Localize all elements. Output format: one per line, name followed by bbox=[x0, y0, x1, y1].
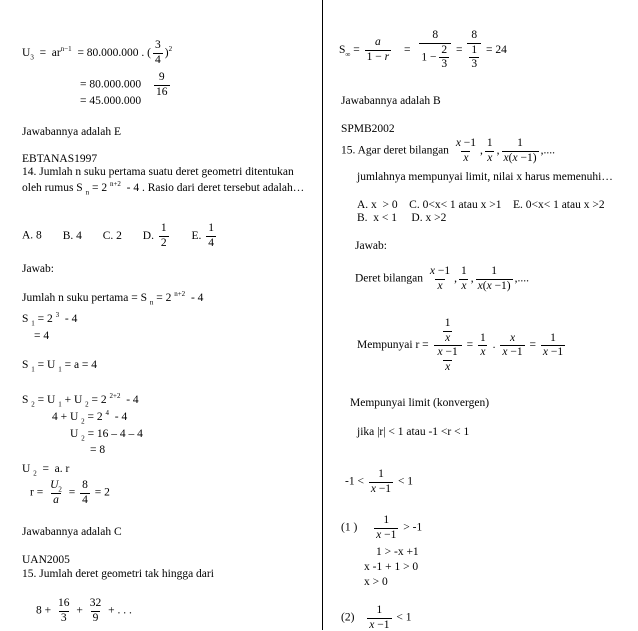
u3-step2: = 80.000.000 $\frac{9}{16}$ bbox=[80, 71, 168, 98]
case2-line1: (2) $\frac{1}{x -1}$ < 1 bbox=[341, 604, 412, 631]
u2-ar: U $_2$ = a. r bbox=[22, 463, 70, 478]
inequality-main: -1 < $\frac{1}{x -1}$ < 1 bbox=[345, 468, 414, 495]
options-15b-row2: B. x < 1 D. x >2 bbox=[357, 212, 447, 224]
question-15b-line1: 15. Agar deret bilangan $\frac{x -1}{x}$ , $\frac{1}{x}$ , $\frac{1}{x(x -1)}$ ,.... bbox=[341, 137, 555, 164]
answer-e: Jawabannya adalah E bbox=[22, 126, 121, 138]
ratio-derivation: Mempunyai r = $\frac{\frac{1}{x}}{\frac{x -1}{x}}$ = $\frac{1}{x}$ . $\frac{x}{x -1}$ = $\frac{1}{x -1}$ bbox=[357, 317, 564, 373]
options-14: A. 8 B. 4 C. 2 D. $\frac{1}{2}$ E. $\frac{1}{4}$ bbox=[22, 222, 214, 249]
jawab-right: Jawab: bbox=[355, 240, 387, 252]
s2-step3: U $_2$ = 16 – 4 – 4 bbox=[70, 428, 143, 443]
limit-convergent: Mempunyai limit (konvergen) bbox=[350, 397, 490, 409]
jawab-left: Jawab: bbox=[22, 263, 54, 275]
case1-line1: (1 ) $\frac{1}{x -1}$ > -1 bbox=[341, 514, 423, 541]
u3-formula: $U_3 = ar^{n-1} = 80.000.000$ . ( $\frac{3}{4}$ )$^2$ bbox=[22, 39, 173, 66]
sum-infinity-calc: $S_\infty$ = $\frac{a}{1 - r}$ = 8 1 − $\frac{2}{3}$ = $\frac{8}{\frac{1}{3}}$ = 24 bbox=[339, 29, 507, 70]
s1-u1: S $_1$ = U $_1$ = a = 4 bbox=[22, 359, 98, 374]
question-15-line: 15. Jumlah deret geometri tak hingga dari bbox=[22, 568, 214, 580]
u3-result: = 45.000.000 bbox=[80, 95, 142, 107]
question-14-line1: 14. Jumlah n suku pertama suatu deret geometri ditentukan bbox=[22, 166, 294, 178]
deret-bilangan: Deret bilangan $\frac{x -1}{x}$ , $\frac{1}{x}$ , $\frac{1}{x(x -1)}$ ,.... bbox=[355, 265, 530, 292]
s1-step1: S $_1$ = 2 $^3$ - 4 bbox=[22, 311, 78, 328]
s2-step4: = 8 bbox=[90, 444, 106, 456]
case1-line4: x > 0 bbox=[364, 576, 388, 588]
geometric-series: 8 + $\frac{16}{3}$ + $\frac{32}{9}$ + . . . bbox=[36, 597, 132, 624]
column-divider bbox=[322, 0, 323, 630]
answer-c: Jawabannya adalah C bbox=[22, 526, 122, 538]
heading-uan2005: UAN2005 bbox=[22, 554, 70, 566]
heading-spmb2002: SPMB2002 bbox=[341, 123, 395, 135]
question-14-line2: oleh rumus S $_n$ = 2 $^{n+2}$ - 4 . Rasio dari deret tersebut adalah… bbox=[22, 180, 305, 197]
s1-step2: = 4 bbox=[34, 330, 50, 342]
question-15b-line2: jumlahnya mempunyai limit, nilai x harus memenuhi… bbox=[357, 171, 613, 183]
s2-step2: 4 + U $_2$ = 2 $^4$ - 4 bbox=[52, 409, 128, 426]
sn-formula: Jumlah n suku pertama = S $_n$ = 2 $^{n+2}$ - 4 bbox=[22, 290, 204, 307]
ratio-calc: r = $\frac{U_2}{a}$ = $\frac{8}{4}$ = 2 bbox=[30, 479, 110, 506]
answer-b: Jawabannya adalah B bbox=[341, 95, 441, 107]
options-15b-row1: A. x > 0 C. 0<x< 1 atau x >1 E. 0<x< 1 atau x >2 bbox=[357, 199, 605, 211]
case1-line3: x -1 + 1 > 0 bbox=[364, 561, 419, 573]
heading-ebtanas1997: EBTANAS1997 bbox=[22, 153, 98, 165]
condition-abs-r: jika |r| < 1 atau -1 <r < 1 bbox=[357, 426, 470, 438]
s2-step1: S $_2$ = U $_1$ + U $_2$ = 2 $^{2+2}$ - 4 bbox=[22, 392, 139, 409]
case1-line2: 1 > -x +1 bbox=[376, 546, 419, 558]
